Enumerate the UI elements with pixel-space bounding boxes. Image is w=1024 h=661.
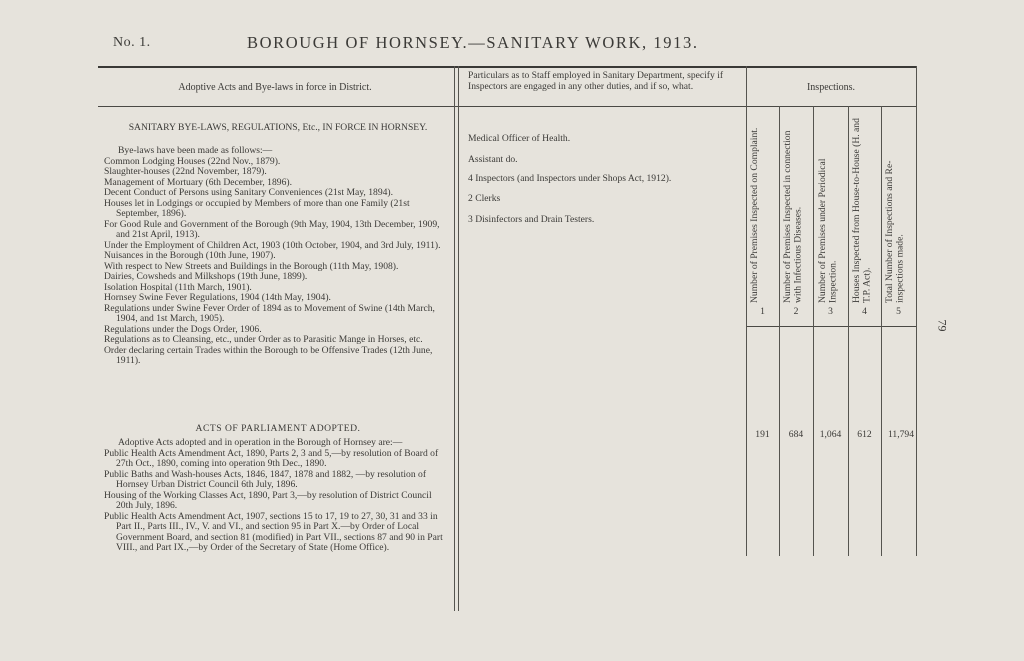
staff-item: 2 Clerks <box>468 193 501 204</box>
list-item: Order declaring certain Trades within the Borough to be Offensive Trades (12th June, 1911). <box>104 344 433 366</box>
acts-heading: ACTS OF PARLIAMENT ADOPTED. <box>195 423 361 434</box>
column-divider-1 <box>454 66 455 611</box>
page-title: BOROUGH OF HORNSEY.—SANITARY WORK, 1913. <box>247 33 699 52</box>
page-number: 79 <box>935 319 950 332</box>
column-divider-1b <box>458 66 459 611</box>
list-item: Regulations as to Cleansing, etc., under Order as to Parasitic Mange in Horses, etc. <box>104 334 423 345</box>
list-item: Regulations under the Dogs Order, 1906. <box>104 323 262 335</box>
staff-item: 3 Disinfectors and Drain Testers. <box>468 214 595 225</box>
byelaws-intro: Bye-laws have been made as follows:— <box>118 145 273 156</box>
col-number: 3 <box>828 306 833 317</box>
list-item: Decent Conduct of Persons using Sanitary Conveniences (21st May, 1894). <box>104 187 394 198</box>
col-number: 2 <box>793 306 799 317</box>
col-number: 1 <box>760 306 765 317</box>
column-number-rule <box>746 326 916 327</box>
acts-intro: Adoptive Acts adopted and in operation in the Borough of Hornsey are:— <box>118 437 403 448</box>
list-item: Public Health Acts Amendment Act, 1890, Parts 2, 3 and 5,—by resolution of Board of 27th Oct., 1890, coming into operation 9th Dec., 1890. <box>104 447 439 469</box>
top-rule <box>98 66 916 68</box>
inspection-col-2-label: Number of Premises Inspected in connection with Infectious Diseases. <box>782 130 804 303</box>
list-item: Under the Employment of Children Act, 1903 (10th October, 1904, and 3rd July, 1911). <box>104 239 441 251</box>
list-item: Isolation Hospital (11th March, 1901). <box>104 281 252 293</box>
byelaws-list <box>104 146 444 367</box>
inspection-value: 11,794 <box>887 429 915 440</box>
adoptive-acts-header: Adoptive Acts and Bye-laws in force in District. <box>178 82 372 93</box>
insp-divider-4 <box>881 106 882 556</box>
staff-header: Particulars as to Staff employed in Sanitary Department, specify if Inspectors are engaged in any other duties, and if so, what. <box>468 70 724 92</box>
col-number: 5 <box>896 306 901 317</box>
col-number: 4 <box>862 306 867 317</box>
list-item: Public Baths and Wash-houses Acts, 1846, 1847, 1878 and 1882, —by resolution of Hornsey Urban District Council 6th July, 1896. <box>104 468 427 490</box>
insp-divider-right <box>916 66 917 556</box>
list-item: With respect to New Streets and Buildings in the Borough (11th May, 1908). <box>104 260 399 272</box>
table-number: No. 1. <box>113 35 151 50</box>
list-item: Slaughter-houses (22nd November, 1879). <box>104 166 267 177</box>
inspection-value: 684 <box>788 429 804 440</box>
inspections-header-rule <box>746 106 916 107</box>
list-item: Hornsey Swine Fever Regulations, 1904 (14th May, 1904). <box>104 292 331 303</box>
insp-divider-3 <box>848 106 849 556</box>
staff-item: Medical Officer of Health. <box>468 133 571 144</box>
list-item: Management of Mortuary (6th December, 1896). <box>104 176 292 188</box>
list-item: Nuisances in the Borough (10th June, 1907). <box>104 250 276 261</box>
list-item: Public Health Acts Amendment Act, 1907, sections 15 to 17, 19 to 27, 30, 31 and 33 in Part II., Parts III., IV., V. and VI., and section 95 in Part X.—by Order of Local Government Board, and section 81 (modified) in Part VII., sections 87 and 90 in Part VIII., and Part IX.,—by Order of the Secretary of State (Home Office). <box>104 510 443 553</box>
inspection-value: 1,064 <box>819 429 842 440</box>
inspections-header: Inspections. <box>806 82 856 93</box>
inspection-col-5-label: Total Number of Inspections and Re-inspections made. <box>884 160 906 303</box>
list-item: Housing of the Working Classes Act, 1890, Part 3,—by resolution of District Council 20th July, 1896. <box>104 489 432 511</box>
list-item: Common Lodging Houses (22nd Nov., 1879). <box>104 155 281 167</box>
list-item: Dairies, Cowsheds and Milkshops (19th June, 1899). <box>104 271 308 282</box>
staff-item: Assistant do. <box>468 154 518 165</box>
list-item: Regulations under Swine Fever Order of 1894 as to Movement of Swine (14th March, 1904, and 1st March, 1905). <box>104 302 435 324</box>
staff-item: 4 Inspectors (and Inspectors under Shops Act, 1912). <box>468 173 672 184</box>
inspection-col-4-label: Houses Inspected from House-to-House (H. and T.P. Act). <box>851 118 873 303</box>
header-rule <box>98 106 746 107</box>
inspection-col-3-label: Number of Premises under Periodical Inspection. <box>817 158 839 303</box>
list-item: Houses let in Lodgings or occupied by Members of more than one Family (21st September, 1896). <box>104 197 410 219</box>
inspection-value: 612 <box>857 429 872 440</box>
list-item: For Good Rule and Government of the Borough (9th May, 1904, 13th December, 1909, and 21st April, 1913). <box>104 218 440 240</box>
acts-list <box>104 438 444 554</box>
inspection-col-1-label: Number of Premises Inspected on Complaint. <box>749 127 760 303</box>
byelaws-heading: SANITARY BYE-LAWS, REGULATIONS, Etc., IN FORCE IN HORNSEY. <box>128 122 428 133</box>
insp-divider-1 <box>779 106 780 556</box>
inspection-value: 191 <box>755 429 770 440</box>
